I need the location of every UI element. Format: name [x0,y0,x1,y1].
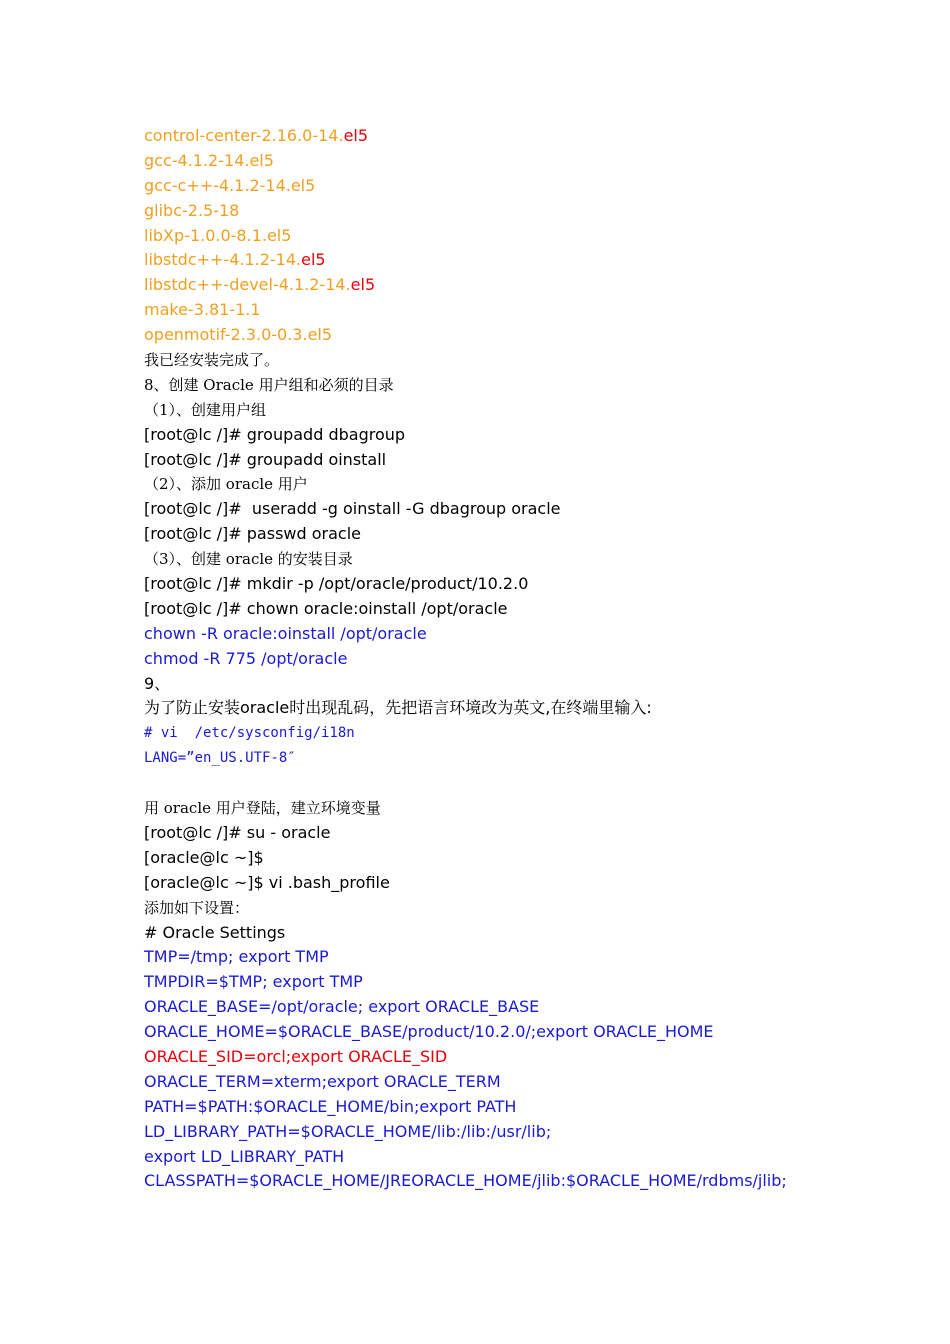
command-line: [oracle@lc ~]$ vi .bash_profile [144,872,390,892]
step8-title: 8、创建 Oracle 用户组和必须的目录 [144,375,394,394]
setting-line: CLASSPATH=$ORACLE_HOME/JREORACLE_HOME/jlib:$ORACLE_HOME/rdbms/jlib; [144,1171,787,1191]
command-line: [root@lc /]# chown oracle:oinstall /opt/oracle [144,598,508,618]
package-line: make-3.81-1.1 [144,300,261,320]
command-line: [root@lc /]# su - oracle [144,822,331,842]
command-line: [root@lc /]# mkdir -p /opt/oracle/product/10.2.0 [144,574,529,594]
package-line: gcc-c++-4.1.2-14.el5 [144,175,316,195]
command-line: chown -R oracle:oinstall /opt/oracle [144,623,427,643]
document-page [144,124,904,1194]
package-line: libXp-1.0.0-8.1.el5 [144,225,292,245]
package-line: libstdc++-4.1.2-14.el5 [144,250,326,270]
add-settings-note: 添加如下设置： [144,898,250,917]
command-line: [root@lc /]# groupadd oinstall [144,449,387,469]
command-line: [root@lc /]# useradd -g oinstall -G dbagroup oracle [144,499,561,519]
package-line: openmotif-2.3.0-0.3.el5 [144,325,333,345]
package-line: gcc-4.1.2-14.el5 [144,150,274,170]
setting-line: TMP=/tmp; export TMP [144,947,329,967]
step9-desc: 为了防止安装oracle时出现乱码，先把语言环境改为英文,在终端里输入: [144,698,652,718]
settings-block [144,945,904,1194]
blank-line [144,771,904,796]
setting-line: PATH=$PATH:$ORACLE_HOME/bin;export PATH [144,1096,517,1116]
package-line: control-center-2.16.0-14.el5 [144,126,369,145]
command-line: LANG=”en_US.UTF-8″ [144,750,296,767]
setting-line: ORACLE_TERM=xterm;export ORACLE_TERM [144,1071,501,1091]
command-line: [root@lc /]# groupadd dbagroup [144,424,406,444]
setting-line: ORACLE_BASE=/opt/oracle; export ORACLE_BASE [144,997,540,1017]
login-desc: 用 oracle 用户登陆，建立环境变量 [144,799,381,818]
step8-sub1: （1）、创建用户组 [144,400,267,419]
package-line: libstdc++-devel-4.1.2-14.el5 [144,275,376,295]
command-line: [root@lc /]# passwd oracle [144,524,361,544]
setting-line: TMPDIR=$TMP; export TMP [144,972,363,992]
installed-note: 我已经安装完成了。 [144,351,280,370]
step9-title: 9、 [144,673,171,693]
settings-comment: # Oracle Settings [144,922,286,942]
package-line: glibc-2.5-18 [144,200,240,220]
setting-line: ORACLE_SID=orcl;export ORACLE_SID [144,1046,448,1066]
step8-sub3: （3）、创建 oracle 的安装目录 [144,550,353,569]
setting-line: export LD_LIBRARY_PATH [144,1146,345,1166]
setting-line: ORACLE_HOME=$ORACLE_BASE/product/10.2.0/;export ORACLE_HOME [144,1022,714,1042]
command-line: chmod -R 775 /opt/oracle [144,648,348,668]
setting-line: LD_LIBRARY_PATH=$ORACLE_HOME/lib:/lib:/usr/lib; [144,1121,552,1141]
command-line: [oracle@lc ~]$ [144,847,264,867]
step8-sub2: （2）、添加 oracle 用户 [144,475,308,494]
command-line: # vi /etc/sysconfig/i18n [144,725,355,742]
